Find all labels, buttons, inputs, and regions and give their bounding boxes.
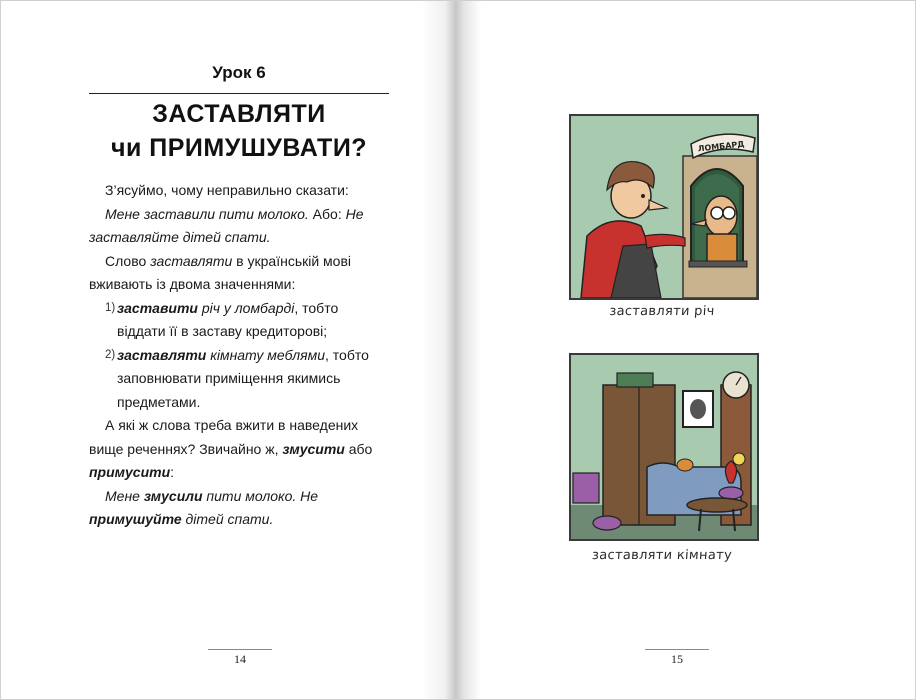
title-rule xyxy=(89,93,389,94)
footer-rule-left xyxy=(208,649,272,650)
caption-pawnshop: заставляти річ xyxy=(608,304,716,319)
corrected-b: пити молоко. Не xyxy=(202,487,319,504)
title-line-1: ЗАСТАВЛЯТИ xyxy=(152,100,326,128)
page-number-left: 14 xyxy=(234,652,246,666)
answer-colon: : xyxy=(170,464,175,480)
meanings-text-b: в українській мові вживають із двома значеннями: xyxy=(89,252,352,292)
item1-explanation: , тобто віддати її в заставу кредиторові; xyxy=(117,299,339,339)
item1-phrase: річ у ломбарді xyxy=(197,299,295,316)
answer-joiner: або xyxy=(344,440,373,457)
page-title xyxy=(89,97,389,165)
corrected-word-2: примушуйте xyxy=(89,511,182,527)
item1-keyword: заставити xyxy=(117,299,198,316)
answer-text-a: А які ж слова треба вжити в наведених вище реченнях? Звичайно ж, xyxy=(89,417,359,457)
left-page xyxy=(1,1,459,700)
answer-word-1: змусити xyxy=(282,440,345,457)
pawnshop-drawing xyxy=(571,116,757,298)
illustration-pawnshop xyxy=(569,114,759,300)
item2-phrase: кімнату меблями xyxy=(206,346,326,363)
lesson-body xyxy=(89,179,389,532)
paragraph-meanings xyxy=(89,250,389,297)
list-item-2 xyxy=(89,344,389,415)
item2-explanation: , тобто заповнювати приміщення якимись предметами. xyxy=(117,346,369,410)
item2-keyword: заставляти xyxy=(117,346,207,363)
paragraph-answer xyxy=(89,414,389,485)
example-joiner: Або: xyxy=(308,205,346,222)
caption-room: заставляти кімнату xyxy=(591,548,733,563)
title-line-2: чи ПРИМУШУВАТИ? xyxy=(110,134,368,162)
example-1: Мене заставили пити молоко. xyxy=(105,205,309,222)
lesson-label: Урок 6 xyxy=(212,63,266,82)
meanings-keyword: заставляти xyxy=(150,252,233,269)
intro-text: З’ясуймо, чому неправильно сказати: xyxy=(105,182,349,198)
pawnshop-sign-text: ЛОМБАРД xyxy=(697,139,745,154)
meanings-text-a: Слово xyxy=(105,252,151,269)
corrected-c: дітей спати. xyxy=(181,511,274,527)
corrected-word-1: змусили xyxy=(143,487,203,504)
example-2: Не заставляйте дітей спати. xyxy=(89,205,364,245)
paragraph-corrected xyxy=(89,485,389,532)
page-number-right: 15 xyxy=(671,652,683,666)
list-item-1 xyxy=(89,297,389,344)
room-drawing xyxy=(571,355,757,539)
paragraph-intro xyxy=(89,179,389,203)
corrected-a: Мене xyxy=(105,487,144,504)
footer-rule-right xyxy=(645,649,709,650)
right-page xyxy=(459,1,916,700)
list-number-2: 2) xyxy=(105,348,116,361)
illustration-room xyxy=(569,353,759,541)
answer-word-2: примусити xyxy=(89,464,171,480)
list-number-1: 1) xyxy=(105,301,116,314)
paragraph-examples xyxy=(89,203,389,250)
